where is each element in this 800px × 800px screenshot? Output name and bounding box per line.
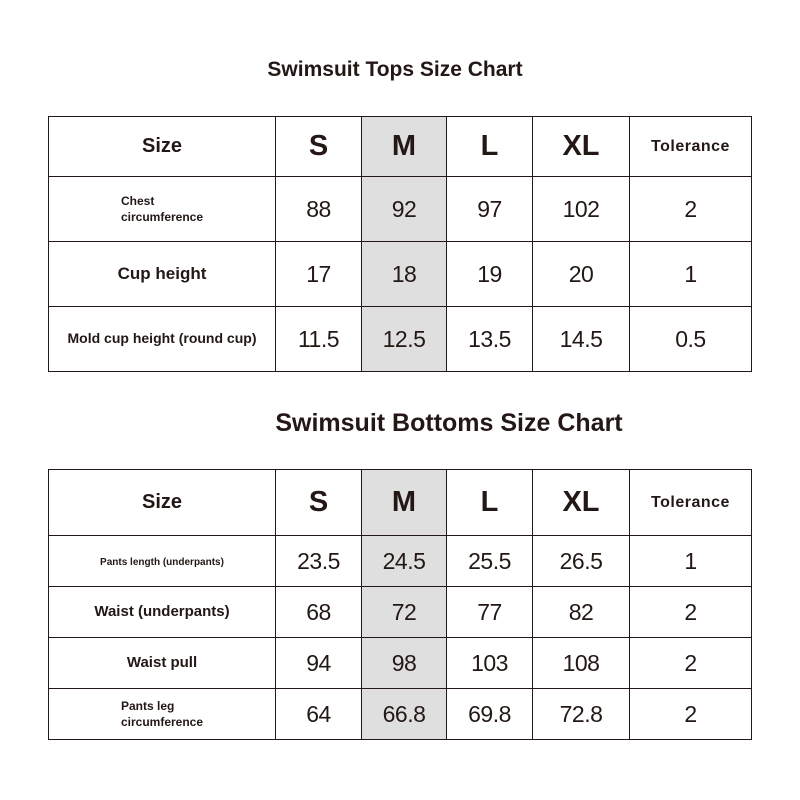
row-label-text: Chest circumference [120,193,204,224]
table-cell: 102 [533,177,630,242]
table-row [49,177,752,242]
table-cell: 88 [276,177,362,242]
size-header-l: L [447,470,533,536]
tolerance-cell: 2 [630,689,752,740]
table-cell: 97 [447,177,533,242]
table-row [49,536,752,587]
row-label-text: Mold cup height (round cup) [67,330,257,346]
table-cell: 82 [533,587,630,638]
size-header-xl: XL [533,470,630,536]
table-cell: 19 [447,242,533,307]
table-cell: 13.5 [447,307,533,372]
tolerance-cell: 2 [630,587,752,638]
tolerance-cell: 1 [630,242,752,307]
table-cell: 77 [447,587,533,638]
table-cell: 25.5 [447,536,533,587]
tops-size-table [48,116,752,372]
size-header-m: M [362,470,447,536]
table-cell: 103 [447,638,533,689]
tolerance-header: Tolerance [630,470,752,536]
row-label-text: Pants length (underpants) [100,557,224,568]
tolerance-header: Tolerance [630,117,752,177]
table-row [49,587,752,638]
table-cell: 72 [362,587,447,638]
table-cell: 11.5 [276,307,362,372]
table-cell: 98 [362,638,447,689]
tolerance-cell: 2 [630,638,752,689]
row-label-text: Waist (underpants) [94,603,230,620]
table-cell: 20 [533,242,630,307]
row-label [49,689,276,740]
size-header-m: M [362,117,447,177]
size-header-xl: XL [533,117,630,177]
table-cell: 68 [276,587,362,638]
table-cell: 64 [276,689,362,740]
table-row [49,689,752,740]
size-header-l: L [447,117,533,177]
table-cell: 94 [276,638,362,689]
table-cell: 24.5 [362,536,447,587]
row-label [49,536,276,587]
table-cell: 14.5 [533,307,630,372]
table-cell: 108 [533,638,630,689]
table-cell: 69.8 [447,689,533,740]
row-label [49,242,276,307]
row-label [49,177,276,242]
bottoms-chart-title: Swimsuit Bottoms Size Chart [275,409,623,437]
table-header-row [49,117,752,177]
row-label [49,587,276,638]
table-cell: 23.5 [276,536,362,587]
table-row [49,307,752,372]
row-label [49,307,276,372]
row-label-text: Waist pull [126,654,198,671]
row-label [49,638,276,689]
tolerance-cell: 2 [630,177,752,242]
size-header-label: Size [49,470,276,536]
table-cell: 18 [362,242,447,307]
tolerance-cell: 1 [630,536,752,587]
table-cell: 72.8 [533,689,630,740]
tops-chart-title: Swimsuit Tops Size Chart [267,58,523,81]
table-cell: 12.5 [362,307,447,372]
row-label-text: Cup height [117,264,207,283]
size-header-s: S [276,470,362,536]
table-cell: 66.8 [362,689,447,740]
tolerance-cell: 0.5 [630,307,752,372]
size-header-s: S [276,117,362,177]
table-row [49,242,752,307]
table-cell: 92 [362,177,447,242]
bottoms-size-table [48,469,752,740]
table-row [49,638,752,689]
table-cell: 17 [276,242,362,307]
row-label-text: Pants leg circumference [120,698,204,729]
size-header-label: Size [49,117,276,177]
table-cell: 26.5 [533,536,630,587]
table-header-row [49,470,752,536]
